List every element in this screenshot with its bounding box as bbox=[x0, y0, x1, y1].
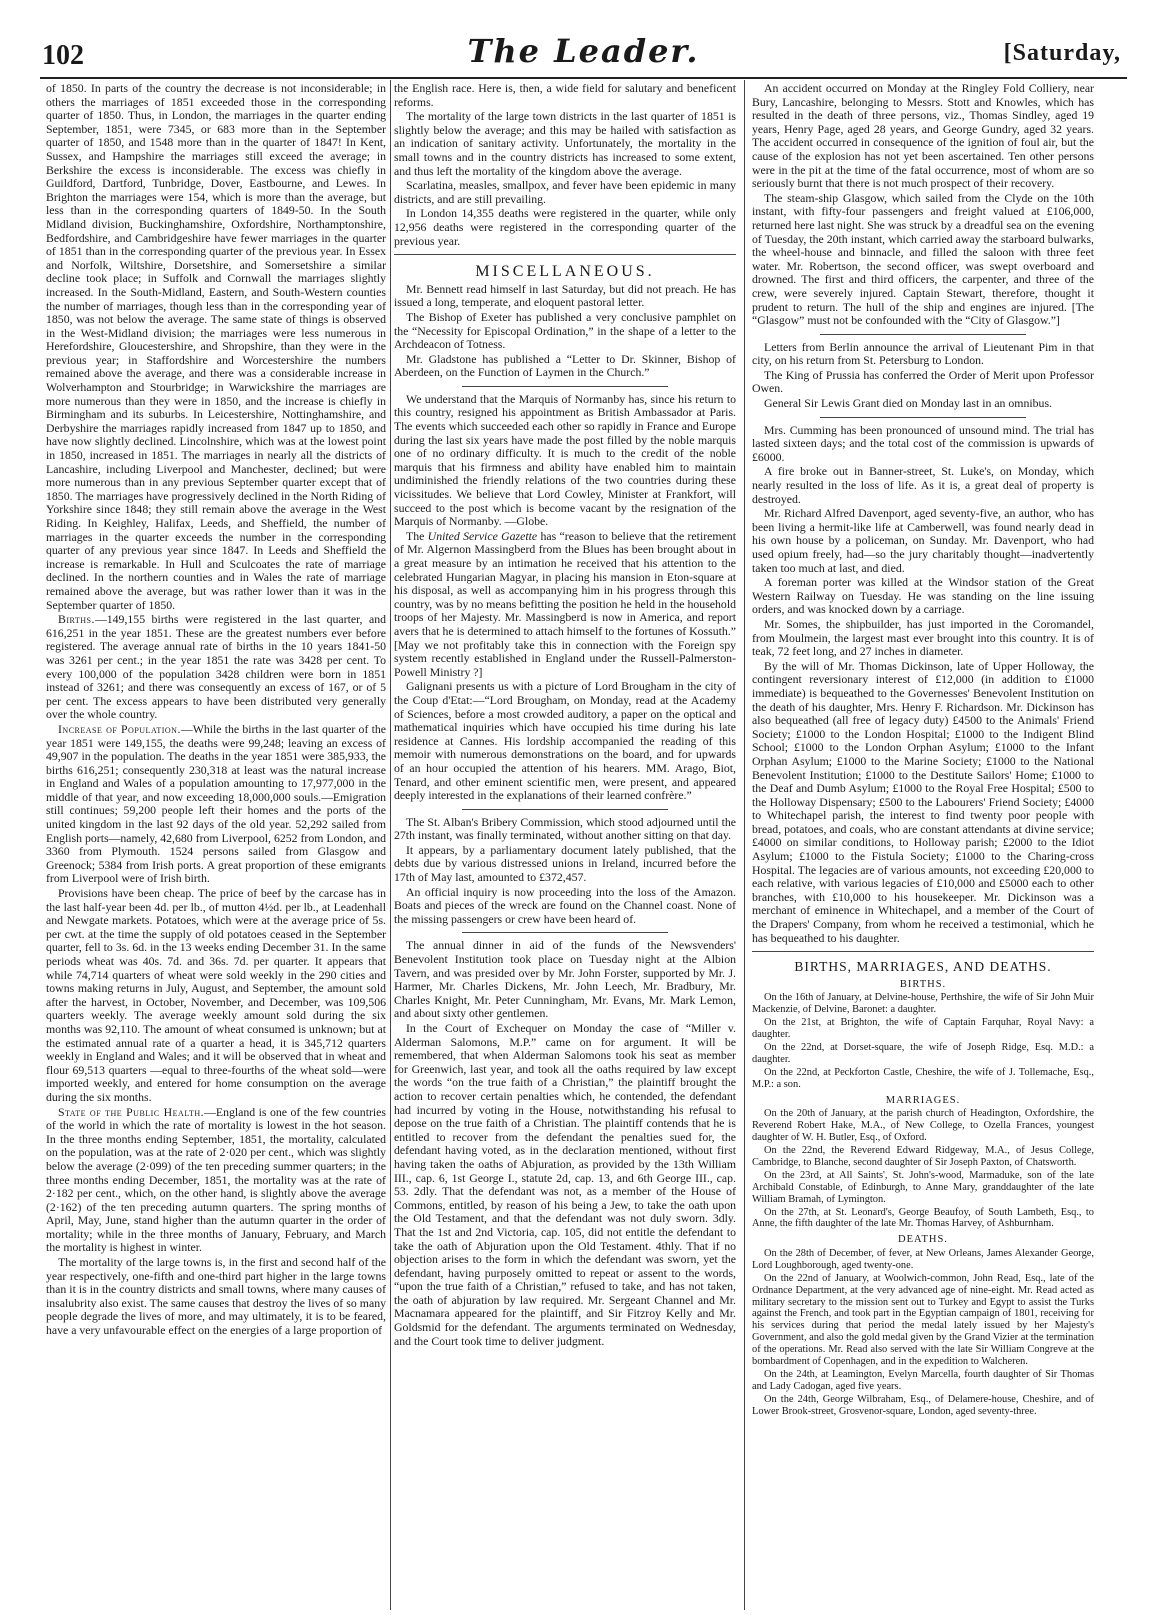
column-1 bbox=[46, 82, 386, 1612]
separator bbox=[394, 254, 736, 255]
column-2 bbox=[394, 82, 736, 1612]
gazette-title: United Service Gazette bbox=[427, 528, 538, 543]
population-text: —While the births in the last quarter of the year 1851 were 149,155, the deaths were 99,248; leaving an excess of 49,907 in the population. The deaths in the year 1851 were 385,933, the births 616,251; consequently 230,318 at least was the natural increase in England and Wales of a population amounting to 17,977,000 in the middle of that year, and now exceeding 18,000,000 souls.—Emigration still continues; 59,200 people left their homes and the ports of the united kingdom in the last 92 days of the old year. 52,292 sailed from English ports—namely, 42,680 from Liverpool, 6252 from London, and 3360 from Plymouth. 1524 persons sailed from Glasgow and Greenock; 5384 from Irish ports. A great proportion of these emigrants from Liverpool were of Irish birth. bbox=[46, 721, 386, 886]
gladstone-paragraph: Mr. Gladstone has published a “Letter to Dr. Skinner, Bishop of Aberdeen, on the Function of Laymen in the Church.” bbox=[394, 351, 736, 380]
births-subheading: BIRTHS. bbox=[899, 978, 947, 990]
column-divider-2 bbox=[744, 80, 745, 1610]
newsvenders-paragraph: The annual dinner in aid of the funds of the Newsvenders' Benevolent Institution took place on Tuesday night at the Albion Tavern, and was presided over by Mr. John Forster, supported by Mr. J. Harmer, Mr. Charles Dickens, Mr. John Leech, Mr. Bradbury, Mr. Charles Knight, Mr. Peter Cunningham, Mr. Evans, Mr. Mark Lemon, and about sixty other gentlemen. bbox=[394, 938, 736, 1021]
massingberd-paragraph bbox=[394, 530, 736, 680]
column-3 bbox=[752, 82, 1094, 1612]
birth-entry: On the 22nd, at Peckforton Castle, Cheshire, the wife of J. Tollemache, Esq., M.P.: a son. bbox=[752, 1066, 1094, 1090]
column-divider-1 bbox=[390, 80, 391, 1610]
provisions-paragraph: Provisions have been cheap. The price of beef by the carcase has in the last half-year been 4d. per lb., of mutton 4½d. per lb., at Leadenhall and Newgate markets. Potatoes, which were at the average price of 5s. per cwt. at the time the supply of old potatoes ceased in the September quarter, fell to 3s. 6d. in the 13 weeks ending December 31. In the same periods wheat was 40s. 7d. and 36s. 7d. per quarter. It appears that while 74,714 quarters of wheat were sold weekly in the 290 cities and towns making returns in July, August, and September, the amount sold after the harvest, in October, November, and December, was 109,506 quarters weekly. The average weekly amount sold during the six months was 92,110. The amount of wheat consumed is unknown; but at the estimated annual rate of a quarter a head, it is 345,712 quarters weekly in England and Wales; and it will be observed that in wheat and flour 69,513 quarters —equal to three-fourths of the wheat sold—were imported weekly, and entered for home consumption on the average during the six months. bbox=[46, 886, 386, 1104]
births-paragraph bbox=[46, 613, 386, 722]
page-number: 102 bbox=[42, 40, 84, 71]
mortality-paragraph: The mortality of the large town districts in the last quarter of 1851 is slightly below the average; and this may be hailed with satisfaction as an indication of sanitary activity. Unfortunately, the mortality in the small towns and in the country districts has increased to some extent, and thus left the mortality of the kingdom above the average. bbox=[394, 109, 736, 178]
separator bbox=[462, 386, 667, 387]
prussia-paragraph: The King of Prussia has conferred the Order of Merit upon Professor Owen. bbox=[752, 367, 1094, 396]
mast-paragraph: Mr. Somes, the shipbuilder, has just imported in the Coromandel, from Moulmein, the largest mast ever brought into this country. It is of teak, 72 feet long, and 27 inches in diameter. bbox=[752, 616, 1094, 659]
colliery-paragraph: An accident occurred on Monday at the Ringley Fold Colliery, near Bury, Lancashire, belonging to Messrs. Stott and Knowles, which has resulted in the death of three persons, viz., Thomas Sindley, aged 19 years, Henry Page, aged 28 years, and George Gundry, aged 32 years. The accident occurred in consequence of the ignition of foul air, but the cause of the explosion has not yet been ascertained. Ten other persons were in the pit at the time of the fatal occurrence, most of whom are so seriously burnt that there is not much prospect of their recovery. bbox=[752, 82, 1094, 191]
marriage-entry: On the 23rd, at All Saints', St. John's-wood, Marmaduke, son of the late Archibald Constable, of Edinburgh, to Anne Mary, granddaughter of the late William Bramah, of Lymington. bbox=[752, 1169, 1094, 1205]
bennett-paragraph: Mr. Bennett read himself in last Saturday, but did not preach. He has issued a long, temperate, and eloquent pastoral letter. bbox=[394, 281, 736, 310]
health-text: —England is one of the few countries of the world in which the rate of mortality is lowest in the hot season. In the three months ending September, 1851, the mortality, calculated on the population, was at the rate of 2·020 per cent., which was slightly below the average (2·099) of the ten preceding summer quarters; in the three months ending December, 1851, the mortality was at the rate of 2·182 per cent., which, on the other hand, is slightly above the average (2·162) of the ten preceding autumn quarters. The spring months of April, May, June, stand higher than the autumn quarter in the order of mortality; while in the three months of January, February, and March the mortality is highest in winter. bbox=[46, 1104, 386, 1255]
marriage-entry: On the 20th of January, at the parish church of Headington, Oxfordshire, the Reverend Robert Hake, M.A., of New College, to Ozella Frances, youngest daughter of W. H. Butler, Esq., of Oxford. bbox=[752, 1108, 1094, 1144]
glasgow-paragraph: The steam-ship Glasgow, which sailed from the Clyde on the 10th instant, with fifty-four passengers and freight valued at £106,000, returned here last night. She was struck by a dreadful sea on the evening of Tuesday, the 20th instant, which carried away the starboard bulwarks, the wheel-house and binnacle, and filled the saloon with three feet water. Mr. Robertson, the second officer, was swept overboard and drowned. The first and third officers, the carpenter, and three of the crew, were severely injured. Captain Stewart, therefore, thought it prudent to return. The hull of the ship and engines are injured. [The “Glasgow” must not be confounded with the “City of Glasgow.”] bbox=[752, 190, 1094, 328]
birth-entry: On the 21st, at Brighton, the wife of Captain Farquhar, Royal Navy: a daughter. bbox=[752, 1017, 1094, 1041]
bribery-paragraph: The St. Alban's Bribery Commission, which stood adjourned until the 27th instant, was finally terminated, without another sitting on that day. bbox=[394, 814, 736, 843]
amazon-paragraph: An official inquiry is now proceeding into the loss of the Amazon. Boats and pieces of the wreck are found on the Channel coast. None of the missing passengers or crew have been heard of. bbox=[394, 884, 736, 926]
salomons-paragraph: In the Court of Exchequer on Monday the case of “Miller v. Alderman Salomons, M.P.” came on for argument. It will be remembered, that when Alderman Salomons took his seat as member for Greenwich, last year, and took all the oaths required by law except the words “on the true faith of a Christian,” the plaintiff brought the action to recover certain penalties which, he contended, the defendant had incurred by voting in the House, notwithstanding his refusal to depose on the true faith of a Christian. The plaintiff contends that he is entitled to recover from the defendant the penalties sued for, the defendant having voted, as in the declaration mentioned, without first having taken the oaths of Abjuration, as provided by the 13th William III., cap. 6, 1st George I., statute 2d, cap. 13, and 6th George III., cap. 53. 2dly. That the defendant was not, as a member of the House of Commons, entitled, by reason of his being a Jew, to take the oath upon the Old Testament, and that the defendant was not duly sworn. 3dly. That the 1st and 2nd Victoria, cap. 105, did not entitle the defendant to take the oath of Abjuration upon the Old Testament. 4thly. That if no objection arises to the form in which the defendant was sworn, yet the defendant, having purposely omitted to repeat or assent to the words, “upon the true faith of a Christian,” refused to take, and has not taken, the oath of abjuration by law required. Mr. Sergeant Channel and Mr. Macnamara appeared for the plaintiff, and Sir Fitzroy Kelly and Mr. Goldsmid for the defendant. The arguments terminated on Wednesday, and the Court took time to deliver judgment. bbox=[394, 1021, 736, 1348]
births-label: Births. bbox=[58, 612, 95, 627]
bmd-heading: BIRTHS, MARRIAGES, AND DEATHS. bbox=[794, 959, 1052, 975]
london-deaths-paragraph: In London 14,355 deaths were registered in the quarter, while only 12,956 deaths were registered in the corresponding quarter of the previous year. bbox=[394, 206, 736, 248]
brougham-paragraph: Galignani presents us with a picture of Lord Brougham in the city of the Coup d'Etat:—“Lord Brougham, on Monday, read at the Academy of Sciences, before a most crowded auditory, a paper on the optical and mathematical inquiries which have occupied his time during his late residence at Cannes. His lordship accompanied the reading of this memoir with numerous demonstrations on the board, and for upwards of an hour occupied the attention of his hearers. MM. Arago, Biot, Tenard, and other eminent scientific men, were present, and appeared deeply interested in the explanations of their learned confrère.” bbox=[394, 679, 736, 803]
birth-entry: On the 22nd, at Dorset-square, the wife of Joseph Ridge, Esq. M.D.: a daughter. bbox=[752, 1042, 1094, 1065]
separator bbox=[462, 809, 667, 810]
massingberd-text-b: has “reason to believe that the retirement of Mr. Algernon Massingberd from the Blues has been brought about in a great measure by an intimation he received that his attention to the celebrated Hungarian Magyar, in placing his mansion in Eton-square at his disposal, as well as accompanying him in his progress through this country, was by no means befitting the position he held in the household troops of her Majesty. Mr. Massingberd is now in America, and report avers that he is determined to attach himself to the fortunes of Kossuth.” [May we not profitably take this in connection with the Foreign spy system recently established in England under the Russell-Palmerston-Powell Ministry ?] bbox=[394, 528, 736, 679]
massingberd-text-a: The bbox=[406, 528, 428, 543]
marriages-continued: of 1850. In parts of the country the decrease is not inconsiderable; in others the marriages of 1851 exceeded those in the corresponding quarter of 1850. Thus, in London, the marriages in the quarter ending September, 1851, were 7345, or 683 more than in the September quarter of 1850, and 1548 more than in the quarter of 1847! In Kent, Sussex, and Hampshire the marriages still exceed the average; in Berkshire the excess is inconsiderable. The excess was chiefly in Guildford, Dartford, Tunbridge, Dover, Eastbourne, and Lewes. In Brighton the marriages were 154, which is more than the average, but less than in the corresponding quarters of 1849-50. In the South Midland division, Buckinghamshire, Oxfordshire, Northamptonshire, Bedfordshire, and Cambridgeshire have fewer marriages in the quarter of 1851 than in the corresponding quarter of the previous year. In Essex and Norfolk, Wiltshire, Dorsetshire, and Somersetshire a similar decline took place; in Suffolk and Cornwall the marriages slightly increased. In the South-Midland, Eastern, and South-Western counties the number of marriages, though less than in the corresponding year of 1850, was not below the average. The same state of things is observed in the West-Midland division; the marriages were less numerous in Herefordshire, Gloucestershire, and Shropshire, than they were in the previous year; in Staffordshire and Worcestershire the numbers remained above the average, and there was a considerable increase in Wolverhampton and Stourbridge; in Warwickshire the marriages are more numerous than they were in 1850, and the increase is chiefly in Birmingham and its suburbs. In Leicestershire, Nottinghamshire, and Derbyshire the marriages rapidly increased from 1847 up to 1850, and have now slightly declined. Lincolnshire, which was at the lowest point in 1850, increased in 1851. The marriages in nearly all the districts of Lancashire, including Liverpool and Manchester, declined; but were more numerous than in any previous September quarter except that of 1850. The marriages have progressively declined in the North Riding of Yorkshire since 1848; they still remain above the average in the West Riding. In Keighley, Halifax, Leeds, and Sheffield, the number of marriages in the quarter exceeds the number in the corresponding quarter of any previous year since 1847. In Leeds and Sheffield the increase is remarkable. In Hull and Sculcoates the rate of marriage declined. In the northern counties and in Wales the rate of marriage remained above the average, but was rather lower than it was in the September quarter of 1850. bbox=[46, 82, 386, 612]
deaths-subheading: DEATHS. bbox=[898, 1234, 948, 1246]
grant-paragraph: General Sir Lewis Grant died on Monday last in an omnibus. bbox=[764, 396, 1052, 411]
separator bbox=[752, 951, 1094, 952]
fire-paragraph: A fire broke out in Banner-street, St. Luke's, on Monday, which nearly resulted in the loss of life. As it is, a great deal of property is destroyed. bbox=[752, 464, 1094, 506]
separator bbox=[820, 417, 1025, 418]
population-label: Increase of Population. bbox=[58, 721, 181, 736]
marriage-entry: On the 27th, at St. Leonard's, George Beaufoy, of South Lambeth, Esq., to Anne, the fifth daughter of the late Mr. Thomas Harvey, of Ashburnham. bbox=[752, 1206, 1094, 1230]
davenport-paragraph: Mr. Richard Alfred Davenport, aged seventy-five, an author, who has been living a hermit-like life at Camberwell, was found nearly dead in his own house by a policeman, on Sunday. Mr. Davenport, who had used opium freely, had—so the jury charitably thought—inadvertently taken too much at last, and died. bbox=[752, 506, 1094, 575]
marriage-entry: On the 22nd, the Reverend Edward Ridgeway, M.A., of Jesus College, Cambridge, to Blanche, second daughter of Sir Joseph Paxton, of Chatsworth. bbox=[752, 1144, 1094, 1168]
miscellaneous-heading: MISCELLANEOUS. bbox=[475, 263, 655, 281]
separator bbox=[462, 932, 667, 933]
births-text: —149,155 births were registered in the last quarter, and 616,251 in the year 1851. These are the greatest numbers ever before registered. The average annual rate of births in the 10 years 1841-50 was 3261 per cent.; in the year 1851 the rate was 3428 per cent. To every 100,000 of the population 3428 children were born in 1851 instead of 3261; and there was consequently an excess of 167, or of 5 per cent. The excess appears to have been distributed very generally over the whole country. bbox=[46, 612, 386, 722]
epidemic-paragraph: Scarlatina, measles, smallpox, and fever have been epidemic in many districts, and are still prevailing. bbox=[394, 178, 736, 206]
death-entry: On the 24th, at Leamington, Evelyn Marcella, fourth daughter of Sir Thomas and Lady Cadogan, aged five years. bbox=[752, 1368, 1094, 1392]
pim-paragraph: Letters from Berlin announce the arrival of Lieutenant Pim in that city, on his return from St. Petersburg to London. bbox=[752, 339, 1094, 368]
header-rule bbox=[40, 77, 1127, 79]
masthead-title: The Leader. bbox=[467, 32, 700, 70]
death-entry: On the 24th, George Wilbraham, Esq., of Delamere-house, Cheshire, and of Lower Brook-street, Grosvenor-square, London, aged seventy-three. bbox=[752, 1393, 1094, 1417]
towns-paragraph: The mortality of the large towns is, in the first and second half of the year respectively, one-fifth and one-third part higher in the large towns than it is in the country districts and small towns, where many causes of insalubrity also exist. The same causes that destroy the lives of so many people degrade the lives of more, and may ultimately, it is to be feared, have a very unfavourable effect on the energies of a large proportion of bbox=[46, 1255, 386, 1338]
page-header bbox=[0, 0, 1167, 80]
health-paragraph bbox=[46, 1106, 386, 1256]
health-label: State of the Public Health. bbox=[58, 1104, 205, 1119]
exeter-paragraph: The Bishop of Exeter has published a very conclusive pamphlet on the “Necessity for Episcopal Ordination,” in the shape of a letter to the Archdeacon of Totness. bbox=[394, 309, 736, 352]
birth-entry: On the 16th of January, at Delvine-house, Perthshire, the wife of Sir John Muir Mackenzie, of Delvine, Baronet: a daughter. bbox=[752, 992, 1094, 1016]
dickinson-paragraph: By the will of Mr. Thomas Dickinson, late of Upper Holloway, the contingent reversionary interest of £12,000 (in addition to £1000 immediate) is bequeathed to the Governesses' Benevolent Institution on the death of his daughter, Mrs. Henry F. Richardson. Mr. Dickinson has also bequeathed (all free of legacy duty) £4500 to the Animals' Friend Society; £1000 to the London Hospital; £1000 to the Indigent Blind School; £1000 to the London Orphan Asylum; £1000 to the Infant Orphan Asylum; £1000 to the Marine Society; £1000 to the National Benevolent Institution; £1000 to the Destitute Sailors' Home; £1000 to the Deaf and Dumb Asylum; £1000 to the Royal Free Hospital; £500 to the Holloway Dispensary; £500 to the Labourers' Friend Society; £4000 to Whitechapel parish, the interest to find twenty poor people with bread, potatoes, and coals, who are constant attendants at divine service; £4000 on similar conditions, to Holloway parish; £2000 to the Idiot Asylum; £1000 to the Fistula Society; £1000 to the Charing-cross Hospital. The legacies are of various amounts, not exceeding £20,000 to each relative, with various legacies of £10,000 and £5000 each to other branches, with £10,000 to his housekeeper. Mr. Dickinson was a merchant of eminence in Whitechapel, and a member of the Court of the Drapers' Company, from whom he received a testimonial, which he has bequeathed to his daughter. bbox=[752, 658, 1094, 945]
marriages-subheading: MARRIAGES. bbox=[885, 1094, 961, 1106]
porter-paragraph: A foreman porter was killed at the Windsor station of the Great Western Railway on Tuesday. He was standing on the line issuing orders, and was knocked down by a carriage. bbox=[752, 575, 1094, 617]
normanby-paragraph: We understand that the Marquis of Normanby has, since his return to this country, resigned his appointment as British Ambassador at Paris. The events which succeeded each other so rapidly in France and Europe during the last six years have made the post filled by the noble marquis one of no ordinary difficulty. It is much to the credit of the noble marquis that his firmness and ability have enabled him to maintain undiminished the friendly relations of the two countries during these vicissitudes. We believe that Lord Cowley, Minister at Frankfort, will succeed to the post which is become vacant by the resignation of the Marquis of Normanby. —Globe. bbox=[394, 391, 736, 529]
debts-paragraph: It appears, by a parliamentary document lately published, that the debts due by various distressed unions in Ireland, incurred before the 17th of May last, amounted to £372,457. bbox=[394, 842, 736, 885]
death-entry: On the 28th of December, of fever, at New Orleans, James Alexander George, Lord Loughborough, aged twenty-one. bbox=[752, 1247, 1094, 1271]
cumming-paragraph: Mrs. Cumming has been pronounced of unsound mind. The trial has lasted sixteen days; and the total cost of the commission is upwards of £6000. bbox=[752, 422, 1094, 464]
dateline: [Saturday, bbox=[1003, 40, 1121, 66]
population-paragraph bbox=[46, 723, 386, 886]
race-paragraph: the English race. Here is, then, a wide field for salutary and beneficent reforms. bbox=[394, 82, 736, 109]
separator bbox=[820, 334, 1025, 335]
death-entry: On the 22nd of January, at Woolwich-common, John Read, Esq., late of the Ordnance Department, at the very advanced age of nine-eight. Mr. Read acted as military secretary to the mission sent out to Turkey and Egypt to assist the Turks against the French, and took part in the Egyptian campaign of 1801, receiving for his services during that period the medal lately issued by her Majesty's Government, and also the gold medal given by the Grand Vizier at the termination of the operations. Mr. Read also served with the late Sir William Congreve at the bombardment of Copenhagen, and in the expedition to Walcheren. bbox=[752, 1272, 1094, 1368]
